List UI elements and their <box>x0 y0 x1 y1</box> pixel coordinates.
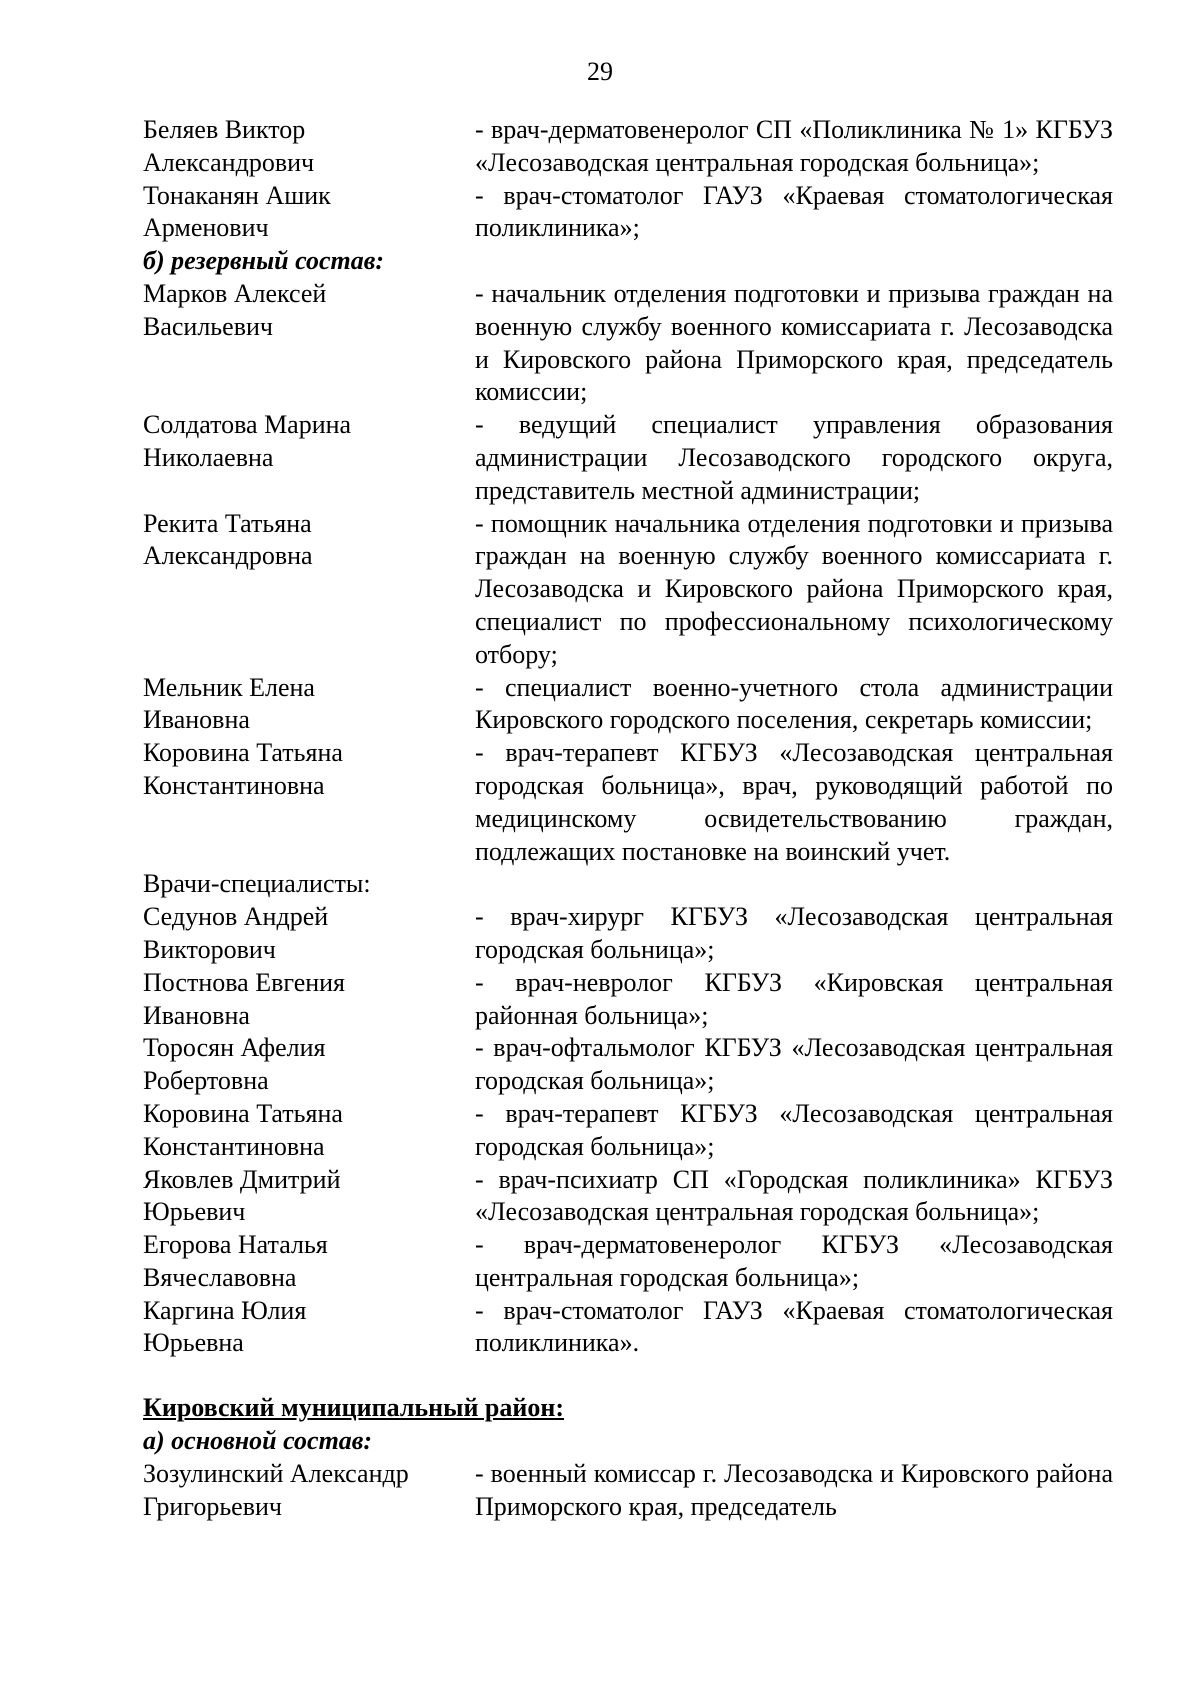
member-name: Коровина Татьяна Константиновна <box>143 738 343 800</box>
member-row <box>143 1164 1113 1230</box>
member-position: - врач-хирург КГБУЗ «Лесозаводская центральная городская больница»; <box>475 902 1113 964</box>
member-row <box>143 1229 1113 1295</box>
member-position: - врач-стоматолог ГАУЗ «Краевая стоматологическая поликлиника». <box>475 1295 1113 1358</box>
member-name: Коровина Татьяна Константиновна <box>143 1098 343 1161</box>
member-position: - помощник начальника отделения подготовки и призыва граждан на военную службу военного комиссариата г. Лесозаводска и Кировского района Приморского края, специалист по профессиональному психологическому отбору; <box>475 508 1113 669</box>
member-row <box>143 901 1113 967</box>
member-name: Яковлев Дмитрий Юрьевич <box>143 1164 341 1227</box>
member-position: - врач-стоматолог ГАУЗ «Краевая стоматологическая поликлиника»; <box>475 180 1113 243</box>
member-name: Седунов Андрей Викторович <box>143 902 329 964</box>
member-list <box>143 114 1113 245</box>
member-list <box>143 901 1113 1360</box>
member-name: Мельник Елена Ивановна <box>143 672 315 735</box>
member-position: - врач-дерматовенеролог СП «Поликлиника № 1» КГБУЗ «Лесозаводская центральная городская больница»; <box>475 115 1113 177</box>
member-name: Егорова Наталья Вячеславовна <box>143 1230 328 1292</box>
member-row <box>143 1458 1113 1524</box>
member-position: - врач-терапевт КГБУЗ «Лесозаводская центральная городская больница»; <box>475 1098 1113 1161</box>
member-position: - начальник отделения подготовки и призыва граждан на военную службу военного комиссариата г. Лесозаводска и Кировского района Приморского края, председатель комиссии; <box>475 278 1113 407</box>
member-name: Марков Алексей Васильевич <box>143 278 327 341</box>
member-row <box>143 1295 1113 1361</box>
member-position: - врач-дерматовенеролог КГБУЗ «Лесозаводская центральная городская больница»; <box>475 1230 1113 1292</box>
member-row <box>143 1098 1113 1164</box>
member-name: Торосян Афелия Робертовна <box>143 1033 326 1096</box>
member-list <box>143 278 1113 868</box>
member-name: Каргина Юлия Юрьевна <box>143 1295 307 1358</box>
document-body <box>143 114 1113 1523</box>
member-position: - специалист военно-учетного стола администрации Кировского городского поселения, секретарь комиссии; <box>475 672 1113 735</box>
member-name: Постнова Евгения Ивановна <box>143 967 346 1030</box>
member-list <box>143 1458 1113 1524</box>
member-row <box>143 672 1113 738</box>
member-row <box>143 114 1113 180</box>
member-name: Солдатова Марина Николаевна <box>143 410 352 472</box>
member-position: - военный комиссар г. Лесозаводска и Кировского района Приморского края, председатель <box>475 1458 1113 1521</box>
member-position: - врач-терапевт КГБУЗ «Лесозаводская центральная городская больница», врач, руководящий работой по медицинскому освидетельствованию граждан, подлежащих постановке на воинский учет. <box>475 738 1113 866</box>
member-row <box>143 737 1113 868</box>
member-row <box>143 967 1113 1033</box>
member-row <box>143 180 1113 246</box>
district-section-heading: Кировский муниципальный район: <box>143 1393 565 1423</box>
member-position: - ведущий специалист управления образования администрации Лесозаводского городского округа, представитель местной администрации; <box>475 410 1113 505</box>
member-name: Зозулинский Александр Григорьевич <box>143 1458 409 1521</box>
specialists-label: Врачи-специалисты: <box>143 869 371 899</box>
member-position: - врач-психиатр СП «Городская поликлиника» КГБУЗ «Лесозаводская центральная городская больница»; <box>475 1164 1113 1227</box>
reserve-composition-heading: б) резервный состав: <box>143 246 384 276</box>
member-position: - врач-невролог КГБУЗ «Кировская центральная районная больница»; <box>475 967 1113 1030</box>
member-row <box>143 508 1113 672</box>
member-position: - врач-офтальмолог КГБУЗ «Лесозаводская центральная городская больница»; <box>475 1033 1113 1096</box>
member-row <box>143 1032 1113 1098</box>
member-row <box>143 409 1113 507</box>
page-number: 29 <box>587 57 613 86</box>
member-name: Рекита Татьяна Александровна <box>143 508 313 571</box>
member-row <box>143 278 1113 409</box>
main-composition-heading: а) основной состав: <box>143 1426 373 1456</box>
member-name: Тонаканян Ашик Арменович <box>143 180 331 243</box>
member-name: Беляев Виктор Александрович <box>143 115 315 177</box>
